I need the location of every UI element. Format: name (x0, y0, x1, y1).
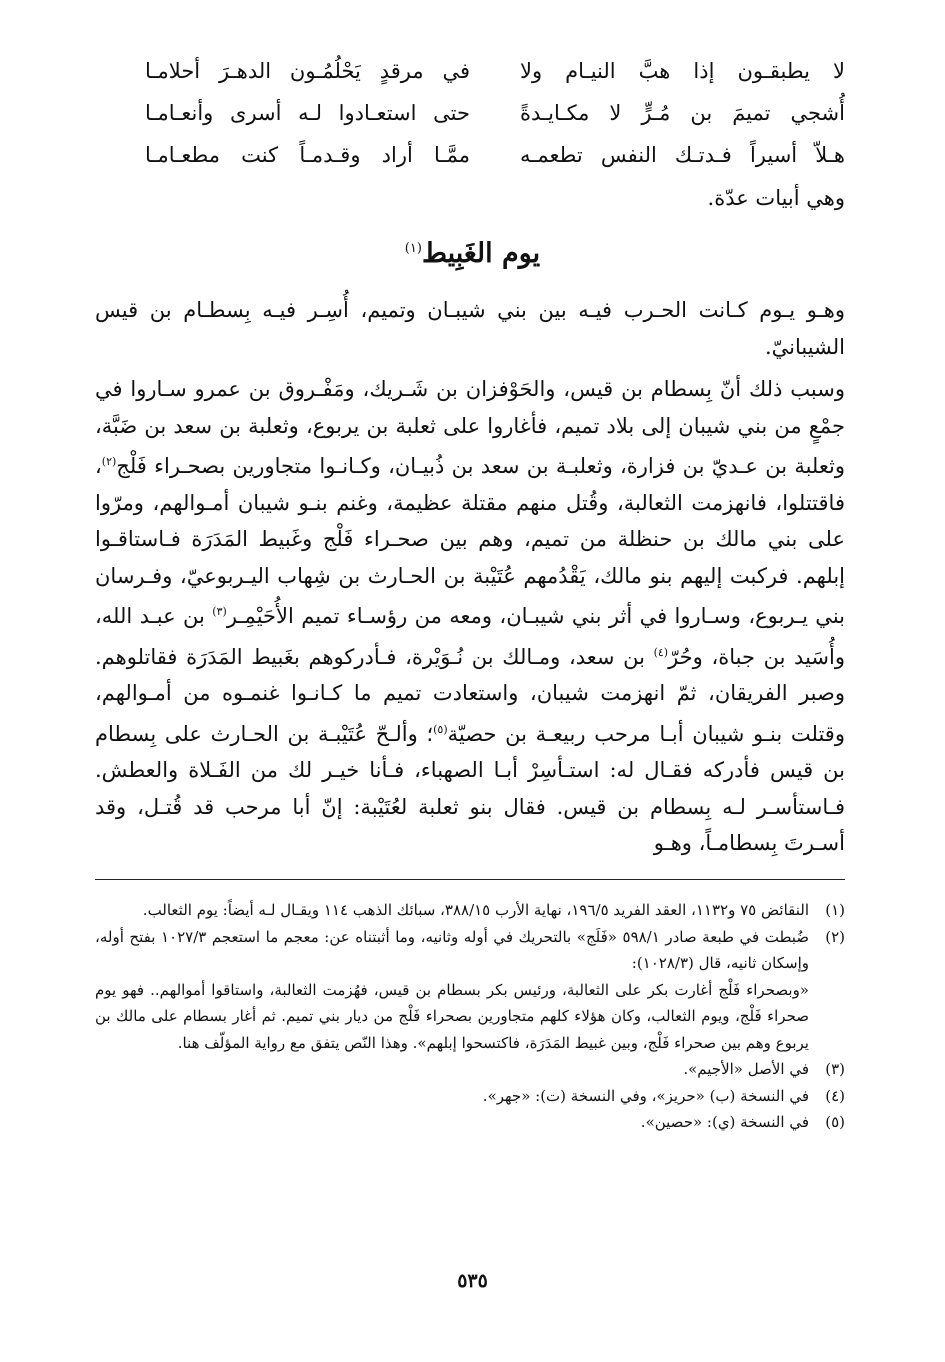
footnote-body (95, 924, 809, 1057)
footnote-number: (٥) (825, 1113, 845, 1131)
footnote-text: ضُبطت في طبعة صادر ٥٩٨/١ «فَلَج» بالتحريك في أوله وثانيه، وما أثبتناه عن: معجم ما استعجم ١٠٢٧/٣ بفتح أوله، وإسكان ثانيه، قال (١٠٢٨/٣): (95, 927, 810, 972)
footnote-text: النقائض ٧٥ و١١٣٢، العقد الفريد ١٩٦/٥، نهاية الأرب ٣٨٨/١٥، سبائك الذهب ١١٤ ويقـال لـه أيضاً: يوم الثعالب. (142, 901, 809, 919)
footnote-body (95, 1083, 809, 1110)
verse-first-hemistich: هـلاّ أسيراً فـدتـك النفس تطعمـه (520, 143, 845, 167)
poem-verse (145, 50, 845, 92)
footnote-text: في الأصل «الأجيم». (683, 1060, 809, 1078)
footnote-body (95, 897, 809, 924)
verse-second-hemistich: حتى استعـادوا لـه أسرى وأنعـامـا (145, 101, 470, 125)
paragraph-text: ، فاقتتلوا، فانهزمت الثعالبة، وقُتل منهم مقتلة عظيمة، وغنم بنـو شيبان أمـوالهم، ومرّوا على بني مالك بن حنظلة من تميم، وهم بين صحـراء فَلْج وغَبيط المَدَرَة فـاستاقـوا إبلهم. فركبت إليهم بنو مالك، يَقْدُمهم عُتَيْبة بن الحـارث بن شِهاب اليـربوعيّ، وفـرسان بني يـربوع، وسـاروا في أثر بني شيبـان، ومعه من رؤسـاء تميم الأُحَيْمِـر (95, 454, 845, 628)
page-number: ٥٣٥ (457, 1270, 488, 1292)
section-heading (0, 238, 945, 269)
footnote-number: (٣) (825, 1060, 845, 1078)
footnote-number: (٤) (825, 1086, 845, 1105)
footnote-text: في النسخة (ب) «حريز»، وفي النسخة (ت): «جهر». (482, 1086, 809, 1105)
footnote-ref: (٣) (212, 605, 227, 618)
footnote-quote: «وبصحراء فَلْج أغارت بكر على الثعالبة، ورئيس بكر بسطام بن قيس، فهُزمت الثعالبة، واستاقوا أموالهم.. فهو يوم صحراء فَلْج، ويوم الثعالب، وكان هؤلاء كلهم متجاورين بصحراء فَلْج من ديار بني تميم. ثم أغار بسطام على مالك بن يربوع وهم بين صحراء فَلْج، وبين غبيط المَدَرَة، فاكتسحوا إبلهم». وهذا النّص يتفق مع رواية المؤلّف هنا. (95, 980, 809, 1052)
footnote-number: (٢) (825, 927, 845, 946)
footnote (95, 924, 845, 1057)
section-title: يوم الغَبِيط (421, 238, 541, 269)
poem-verse (145, 134, 845, 176)
footnote-ref: (٢) (101, 455, 117, 468)
footnote-body (95, 1109, 809, 1136)
paragraph: وهـو يـوم كـانت الحـرب فيـه بين بني شيبـان وتميم، أُسِـر فيـه بِسطـام بن قيس الشيبانيّ. (95, 298, 845, 359)
paragraph-text: وسبب ذلك أنّ بِسطام بن قيس، والحَوْفزان بن شَـريك، ومَفْـروق بن عمرو سـاروا في جمْعٍ من بني شيبان إلى بلاد تميم، فأغاروا على ثعلبة بن يربوع، وثعلبة بن سعد بن ضَبَّة، وثعلبة بن عـديّ بن فزارة، وثعلبـة بن سعد بن ذُبيـان، وكـانـوا متجاورين بصحـراء فَلْج (95, 377, 845, 478)
verse-second-hemistich: في مرقدٍ يَحْلُمُـون الدهـرَ أحلامـا (145, 59, 470, 83)
footnote (95, 1109, 845, 1136)
verse-second-hemistich: ممَّـا أراد وقـدمـاً كنت مطعـامـا (145, 143, 470, 167)
footnote-ref: (١) (404, 241, 422, 256)
footnote-body (95, 1056, 809, 1083)
paragraph (95, 371, 845, 862)
footnote-ref: (٤) (653, 645, 669, 659)
footnote (95, 1083, 845, 1110)
paragraph-text: ؛ وألـحّ عُتَيْبـة بن الحـارث على بِسطام بن قيس فأدركه فقـال له: استـأسِرْ أبـا الصهباء، فـأنا خيـر لك من الفَـلاة والعطش. فـاستأسـر لـه بِسطام بن قيس. فقال بنو ثعلبة لعُتَيْبة: إنّ أبا مرحب قد قُتـل، وقد أسـرتَ بِسطامـاً، وهـو (95, 721, 845, 855)
poem (145, 50, 845, 176)
footnote-text: في النسخة (ي): «حصين». (640, 1113, 809, 1131)
verse-first-hemistich: أُشجي تميمَ بن مُـرٍّ لا مكـايـدةً (520, 101, 845, 125)
footnote-divider (95, 879, 845, 880)
verse-first-hemistich: لا يطبقـون إذا هبَّ النيـام ولا (520, 59, 845, 83)
body-text (95, 292, 845, 862)
footnote-number: (١) (825, 901, 845, 919)
paragraph-text: بن عبـد الله، وأُسَيد بن جباة، وحُرّ (95, 604, 845, 669)
after-poem-line: وهي أبيات عدّة. (707, 186, 845, 210)
footnote (95, 897, 845, 924)
footnote-ref: (٥) (433, 722, 448, 736)
footnotes (95, 897, 845, 1136)
footnote (95, 1056, 845, 1083)
poem-verse (145, 92, 845, 134)
paragraph-text: بن سعد، ومـالك بن نُـوَيْرة، فـأدركوهم بغَبيط المَدَرَة فقاتلوهم. وصبر الفريقان، ثمّ انهزمت شيبان، واستعادت تميم ما كـانـوا غنمـوه من أمـوالهم، وقتلت بنـو شيبان أبـا مرحب ربيعـة بن حصيّة (95, 644, 845, 746)
